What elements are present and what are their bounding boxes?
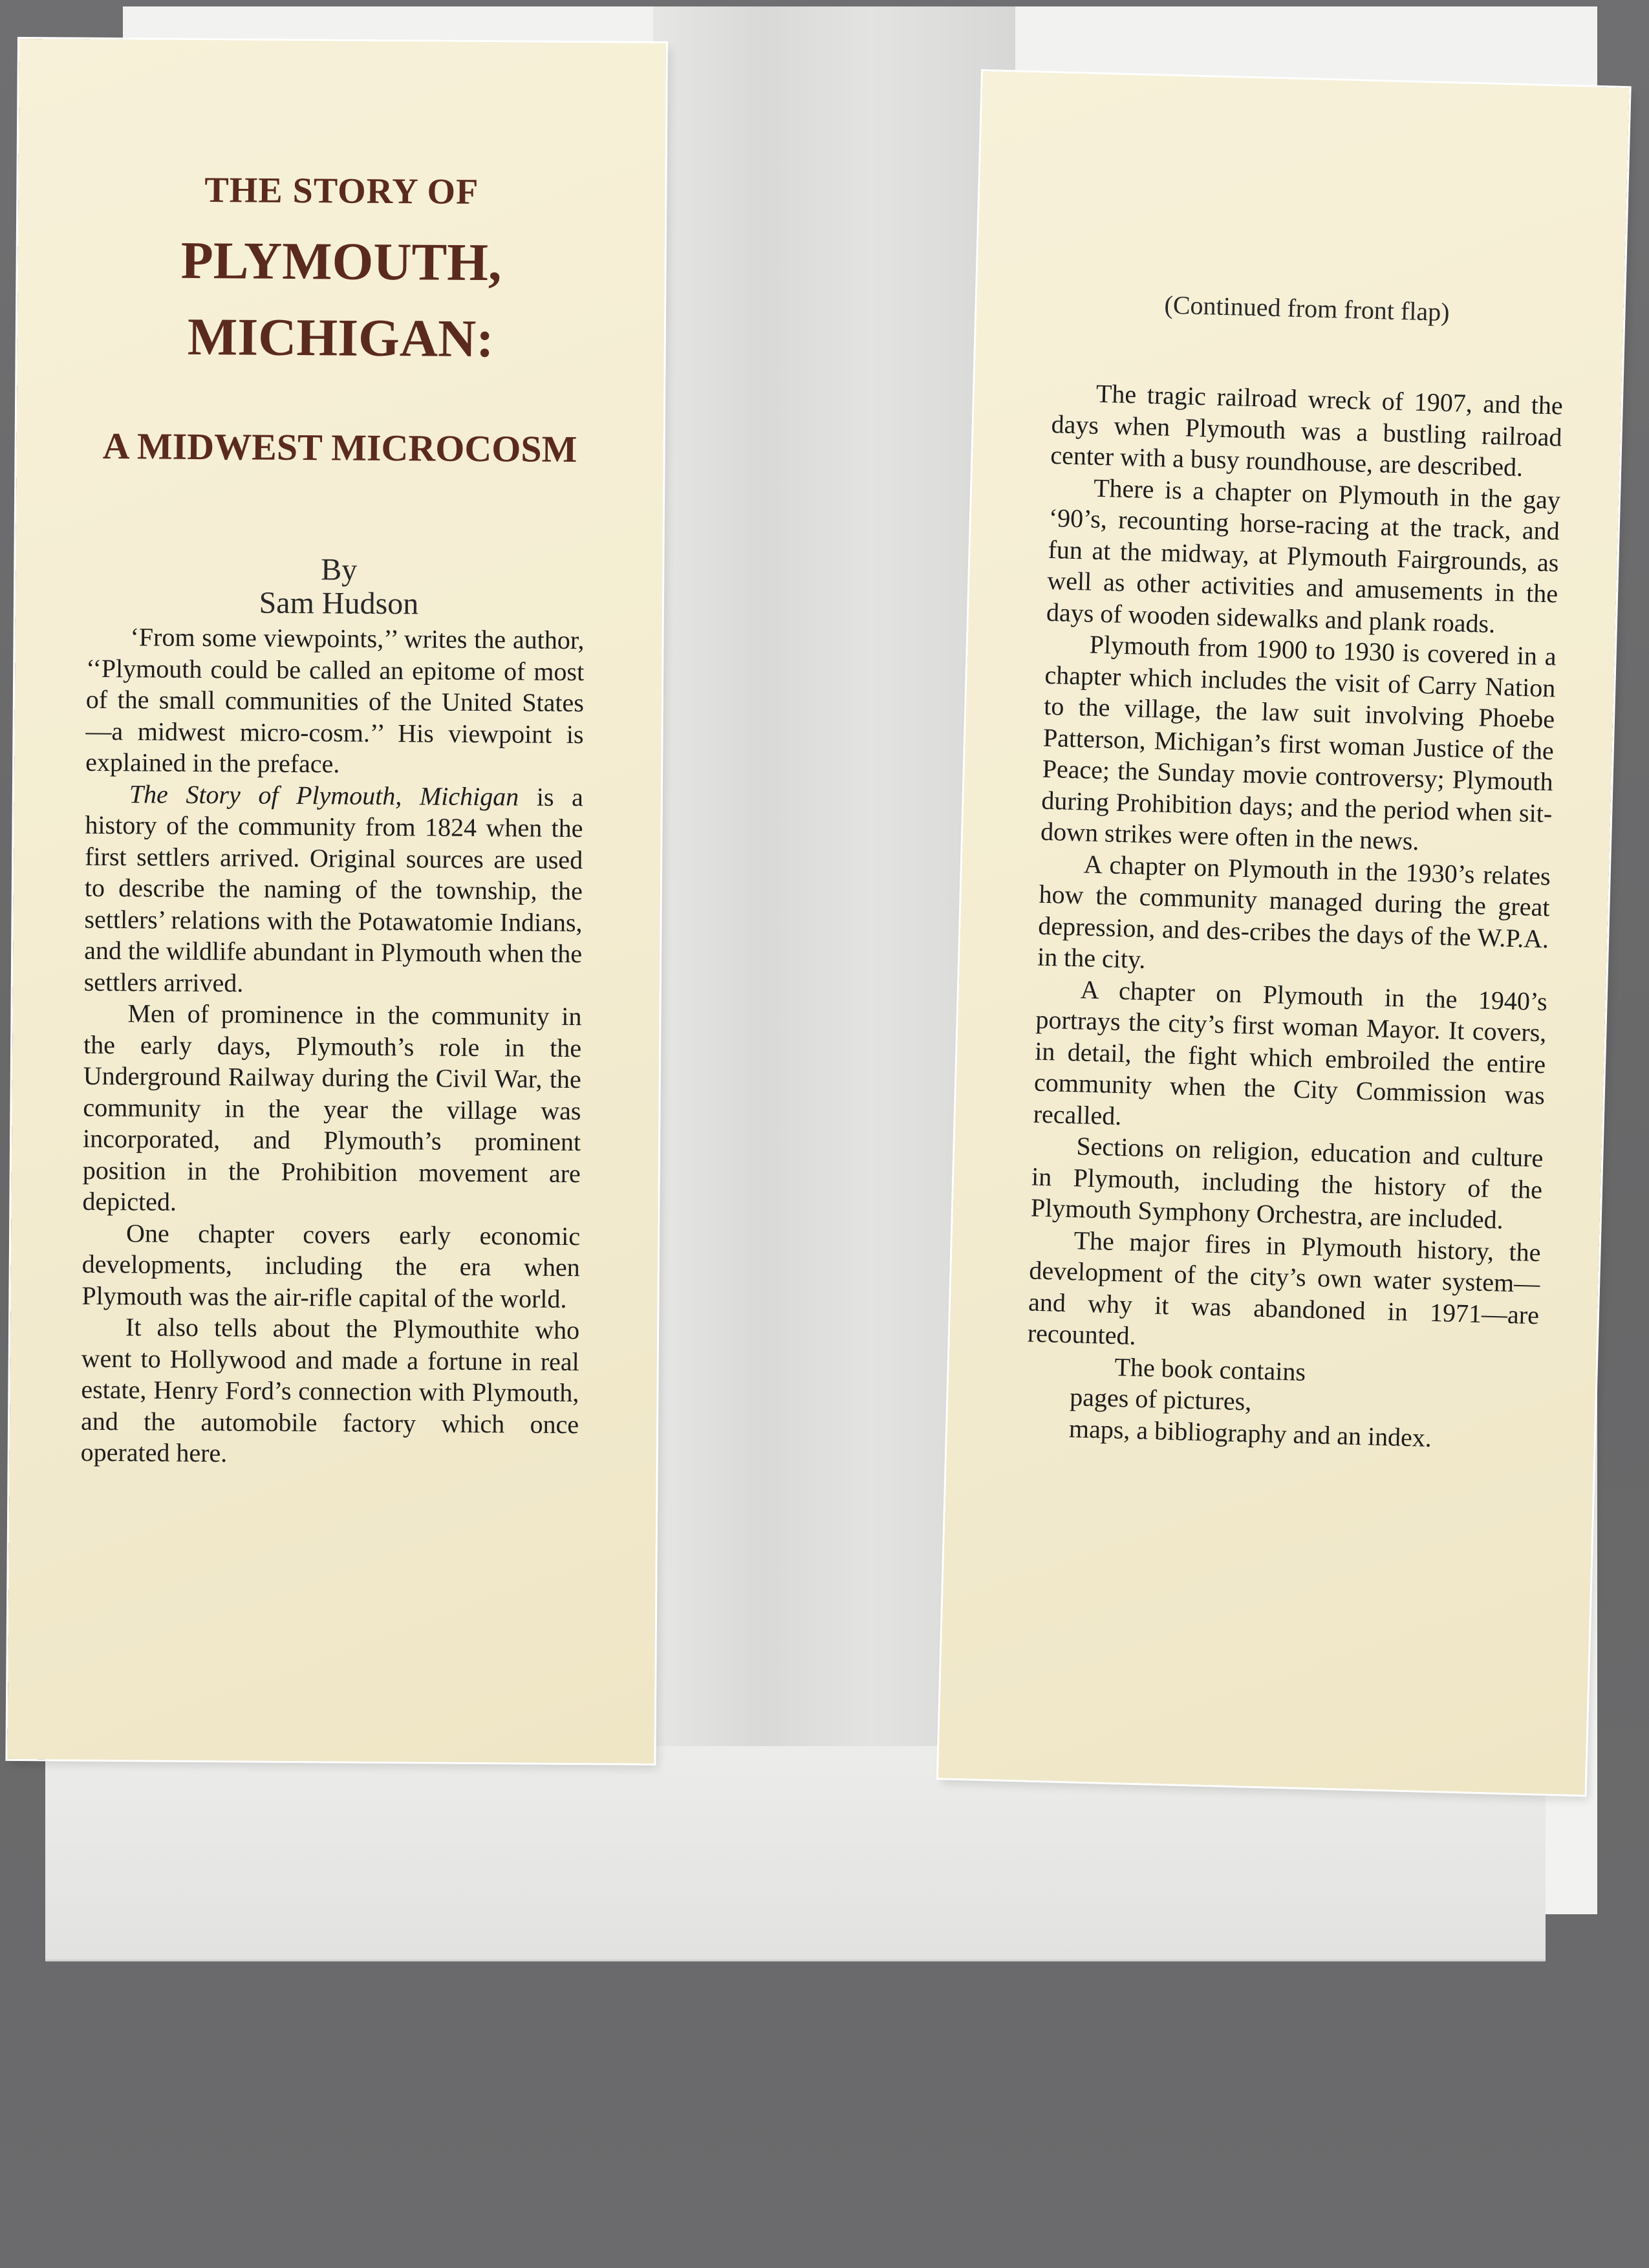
back-flap — [938, 71, 1630, 1795]
paragraph: Plymouth from 1900 to 1930 is covered in a chapter which includes the visit of Carry Nation to the village, the law suit involving Phoebe Patterson, Michigan’s first woman Justice of the Peace; the Sunday movie controversy; Plymouth during Prohibition days; and the period when sit-down strikes were often in the news. — [1040, 629, 1557, 856]
front-flap-body — [81, 621, 585, 1472]
paragraph: ‘From some viewpoints,’’ writes the author, ‘‘Plymouth could be called an epitome of most of the small communities of the United States—a midwest micro-cosm.’’ His viewpoint is explained in the preface. — [85, 622, 585, 779]
closing-part-3: maps, a bibliography and an index. — [1068, 1413, 1432, 1453]
closing-paragraph — [1024, 1349, 1538, 1456]
paragraph: A chapter on Plymouth in the 1940’s portrays the city’s first woman Mayor. It covers, in detail, the fight which embroiled the entire community when the City Commission was recalled. — [1033, 974, 1548, 1130]
title-line-1: THE STORY OF — [204, 170, 479, 212]
byline — [16, 551, 663, 623]
back-flap-body — [1024, 377, 1563, 1456]
paragraph: There is a chapter on Plymouth in the gay ‘90’s, recounting horse-racing at the track, and fun at the midway, at Plymouth Fairgrounds, as well as other activities and amusements in the days of wooden sidewalks and plank roads. — [1046, 473, 1561, 638]
author-name: Sam Hudson — [259, 585, 419, 621]
paragraph: It also tells about the Plymouthite who went to Hollywood and made a fortune in real estate, Henry Ford’s connection with Plymouth, and the automobile factory which once operated here. — [80, 1312, 580, 1468]
closing-part-2: pages of pictures, — [1069, 1382, 1252, 1416]
closing-part-1: The book contains — [1114, 1352, 1306, 1387]
paragraph: A chapter on Plymouth in the 1930’s relates how the community managed during the great depression, and des-cribes the days of the W.P.A. in the city. — [1037, 849, 1551, 975]
by-label: By — [321, 552, 358, 587]
title-line-2: PLYMOUTH, — [180, 230, 502, 292]
paragraph — [84, 778, 583, 1001]
continued-note: (Continued from front flap) — [1164, 290, 1450, 327]
paragraph: Sections on religion, education and culture in Plymouth, including the history of the Plymouth Symphony Orchestra, are included. — [1030, 1131, 1544, 1235]
book-title-block — [16, 168, 665, 471]
paragraph: One chapter covers early economic developments, including the era when Plymouth was the air-rifle capital of the world. — [81, 1218, 581, 1313]
paragraph: The major fires in Plymouth history, the development of the city’s own water system—and why it was abandoned in 1971—are recounted. — [1027, 1225, 1542, 1350]
title-line-3: MICHIGAN: — [187, 307, 494, 369]
paragraph: Men of prominence in the community in the early days, Plymouth’s role in the Underground Railway during the Civil War, the community in the year the village was incorporated, and Plymouth’s prominent position in the Prohibition movement are depicted. — [82, 999, 582, 1216]
paragraph: The tragic railroad wreck of 1907, and the days when Plymouth was a bustling railroad center with a busy roundhouse, are described. — [1050, 378, 1564, 482]
paragraph-text: is a history of the community from 1824 when the first settlers arrived. Original sources are used to describe the naming of the township, the settlers’ relations with the Potawatomie Indians, and the wildlife abundant in Plymouth when the settlers arrived. — [83, 781, 583, 997]
book-title-italic: The Story of Plymouth, Michigan — [129, 779, 519, 811]
front-flap — [7, 39, 666, 1764]
book-subtitle: A MIDWEST MICROCOSM — [102, 424, 577, 471]
